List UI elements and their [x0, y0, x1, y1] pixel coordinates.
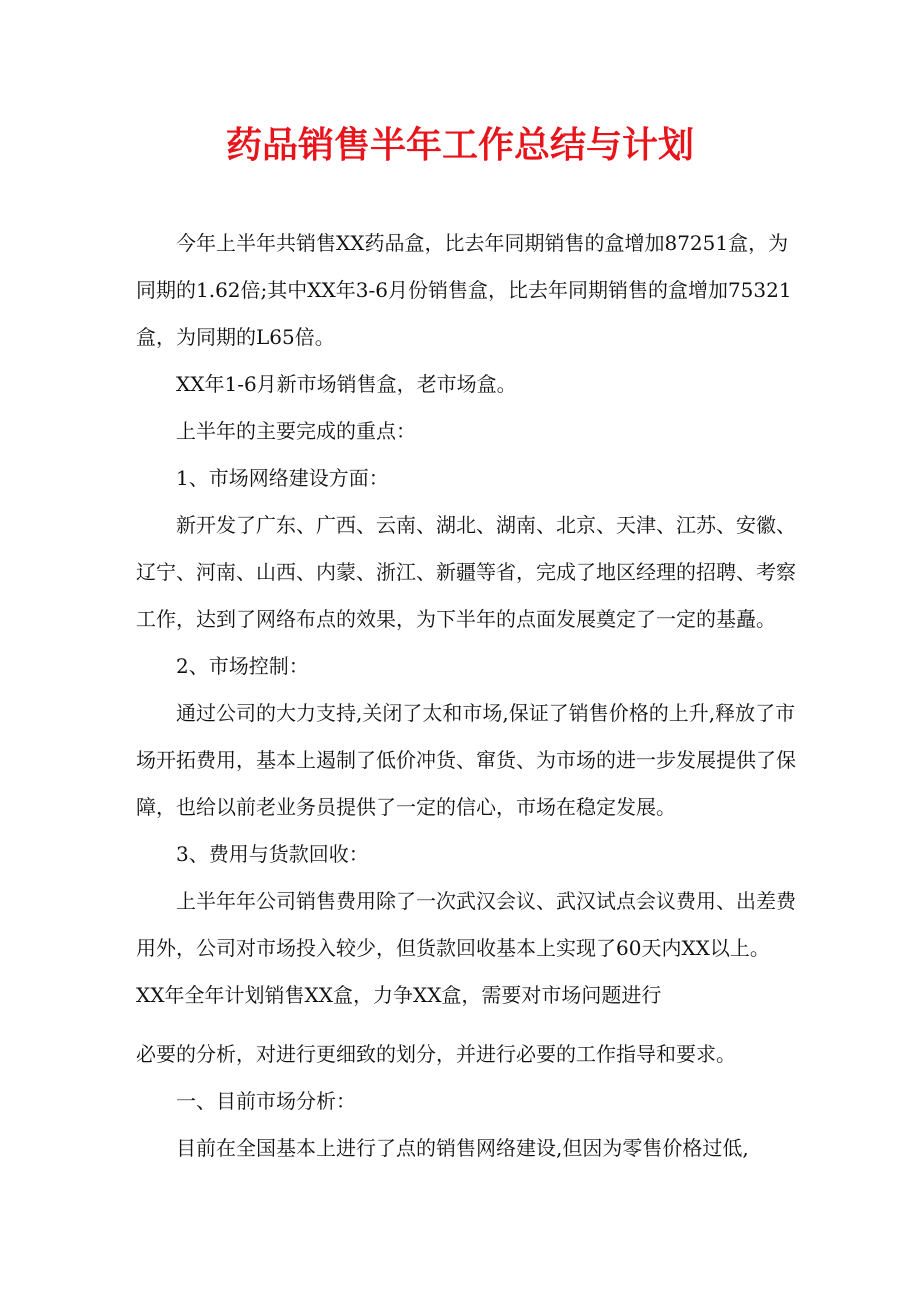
paragraph-control-heading: 2、市场控制： [176, 654, 309, 678]
paragraph-key-points-heading: 上半年的主要完成的重点： [176, 419, 416, 443]
paragraph-cost-heading: 3、费用与货款回收： [176, 842, 369, 866]
paragraph-sales-summary: 今年上半年共销售XX药品盒，比去年同期销售的盒增加87251盒，为同期的1.62倍;其中XX年3-6月份销售盒，比去年同期销售的盒增加75321盒，为同期的L65倍。 [136, 231, 792, 349]
document-title: 药品销售半年工作总结与计划 [225, 125, 694, 166]
paragraph-market-sales: XX年1-6月新市场销售盒，老市场盒。 [176, 372, 517, 396]
paragraph-control-body: 通过公司的大力支持,关闭了太和市场,保证了销售价格的上升,释放了市场开拓费用，基本上遏制了低价冲货、窜货、为市场的进一步发展提供了保障，也给以前老业务员提供了一定的信心，市场在稳定发展。 [136, 701, 796, 819]
document-body [136, 220, 796, 1172]
paragraph-analysis-body: 目前在全国基本上进行了点的销售网络建设,但因为零售价格过低, [176, 1136, 749, 1160]
paragraph-cost-body: 上半年年公司销售费用除了一次武汉会议、武汉试点会议费用、出差费用外，公司对市场投入较少，但货款回收基本上实现了60天内XX以上。 [136, 889, 796, 960]
paragraph-plan-line1: XX年全年计划销售XX盒，力争XX盒，需要对市场问题进行 [136, 983, 662, 1007]
paragraph-analysis-heading: 一、目前市场分析： [176, 1089, 356, 1113]
paragraph-plan-line2: 必要的分析，对进行更细致的划分，并进行必要的工作指导和要求。 [136, 1042, 736, 1066]
paragraph-network-heading: 1、市场网络建设方面： [176, 466, 389, 490]
paragraph-network-body: 新开发了广东、广西、云南、湖北、湖南、北京、天津、江苏、安徽、辽宁、河南、山西、内蒙、浙江、新疆等省，完成了地区经理的招聘、考察工作，达到了网络布点的效果，为下半年的点面发展奠定了一定的基矗。 [136, 513, 796, 631]
